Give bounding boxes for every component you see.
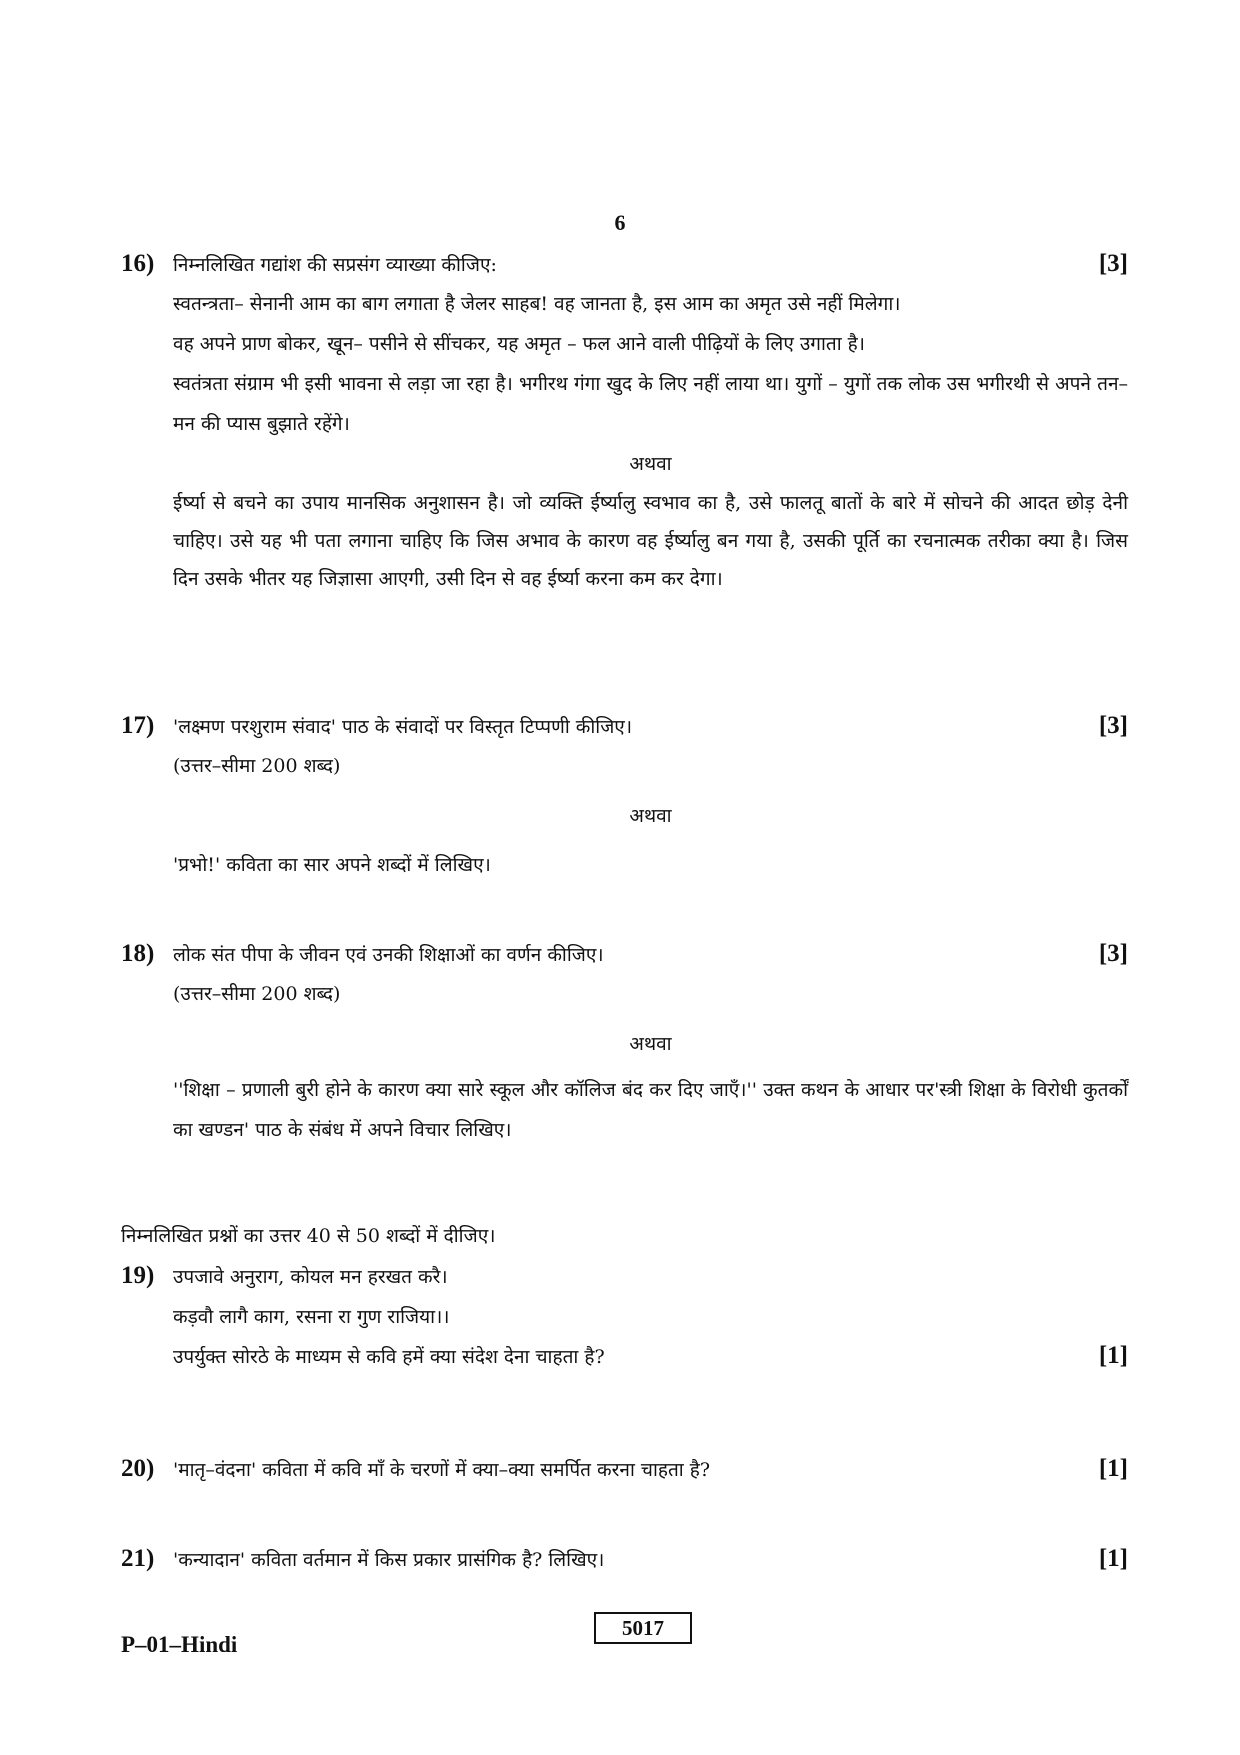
passage	[173, 284, 1128, 444]
alt-passage: ईर्ष्या से बचने का उपाय मानसिक अनुशासन है। जो व्यक्ति ईर्ष्यालु स्वभाव का है, उसे फालतू बातों के बारे में सोचने की आदत छोड़ देनी चाहिए। उसे यह भी पता लगाना चाहिए कि जिस अभाव के कारण वह ईर्ष्यालु बन गया है, उसकी पूर्ति का रचनात्मक तरीका क्या है। जिस दिन उसके भीतर यह जिज्ञासा आएगी, उसी दिन से वह ईर्ष्या करना कम कर देगा।	[173, 492, 1128, 590]
marks: [1]	[1098, 1545, 1128, 1572]
question-20	[121, 1455, 1128, 1483]
section-instruction: निम्नलिखित प्रश्नों का उत्तर 40 से 50 शब्दों में दीजिए।	[121, 1225, 496, 1247]
or-divider: अथवा	[629, 453, 672, 475]
question-number: 21)	[121, 1545, 155, 1572]
question-prompt: 'लक्ष्मण परशुराम संवाद' पाठ के संवादों पर विस्तृत टिप्पणी कीजिए।	[173, 716, 633, 738]
question-number: 17)	[121, 712, 155, 739]
or-divider: अथवा	[629, 805, 672, 827]
question-prompt: निम्नलिखित गद्यांश की सप्रसंग व्याख्या कीजिए:	[173, 254, 497, 276]
verse-line: उपजावे अनुराग, कोयल मन हरखत करै।	[173, 1266, 448, 1288]
serial-number-box: 5017	[594, 1612, 692, 1644]
question-number: 18)	[121, 940, 155, 967]
alt-question: ''शिक्षा – प्रणाली बुरी होने के कारण क्या सारे स्कूल और कॉलिज बंद कर दिए जाएँ।'' उक्त कथन के आधार पर'स्त्री शिक्षा के विरोधी कुतर्कों का खण्डन' पाठ के संबंध में अपने विचार लिखिए।	[173, 1079, 1128, 1141]
question-17	[121, 712, 1128, 886]
marks: [1]	[1098, 1342, 1128, 1369]
question-prompt: उपर्युक्त सोरठे के माध्यम से कवि हमें क्या संदेश देना चाहता है?	[173, 1346, 605, 1368]
word-limit: (उत्तर–सीमा 200 शब्द)	[173, 755, 341, 777]
page-number: 6	[614, 210, 626, 235]
question-21	[121, 1545, 1128, 1573]
question-prompt: 'मातृ–वंदना' कविता में कवि माँ के चरणों में क्या–क्या समर्पित करना चाहता है?	[173, 1459, 711, 1481]
question-prompt-row	[173, 1342, 1128, 1370]
question-prompt: लोक संत पीपा के जीवन एवं उनकी शिक्षाओं का वर्णन कीजिए।	[173, 944, 604, 966]
question-number: 19)	[121, 1262, 155, 1289]
question-number: 16)	[121, 250, 155, 277]
question-prompt: 'कन्यादान' कविता वर्तमान में किस प्रकार प्रासंगिक है? लिखिए।	[173, 1549, 605, 1571]
question-16	[121, 250, 1128, 598]
marks: [1]	[1098, 1455, 1128, 1482]
alt-question: 'प्रभो!' कविता का सार अपने शब्दों में लिखिए।	[173, 854, 491, 876]
passage-line: स्वतन्त्रता– सेनानी आम का बाग लगाता है जेलर साहब! वह जानता है, इस आम का अमृत उसे नहीं मिलेगा।	[173, 293, 901, 315]
verse-line: कड़वौ लागै काग, रसना रा गुण राजिया।।	[173, 1306, 450, 1328]
passage-line: वह अपने प्राण बोकर, खून– पसीने से सींचकर, यह अमृत – फल आने वाली पीढ़ियों के लिए उगाता है।	[173, 333, 865, 355]
marks: [3]	[1098, 940, 1128, 967]
question-number: 20)	[121, 1455, 155, 1482]
or-divider: अथवा	[629, 1033, 672, 1055]
passage-line: स्वतंत्रता संग्राम भी इसी भावना से लड़ा जा रहा है। भगीरथ गंगा खुद के लिए नहीं लाया था। युगों – युगों तक लोक उस भगीरथी से अपने तन–मन की प्यास बुझाते रहेंगे।	[173, 373, 1128, 435]
marks: [3]	[1098, 712, 1128, 739]
marks: [3]	[1098, 250, 1128, 277]
paper-code: P–01–Hindi	[121, 1632, 238, 1657]
word-limit: (उत्तर–सीमा 200 शब्द)	[173, 983, 341, 1005]
question-18	[121, 940, 1128, 1150]
question-19	[121, 1262, 1128, 1370]
